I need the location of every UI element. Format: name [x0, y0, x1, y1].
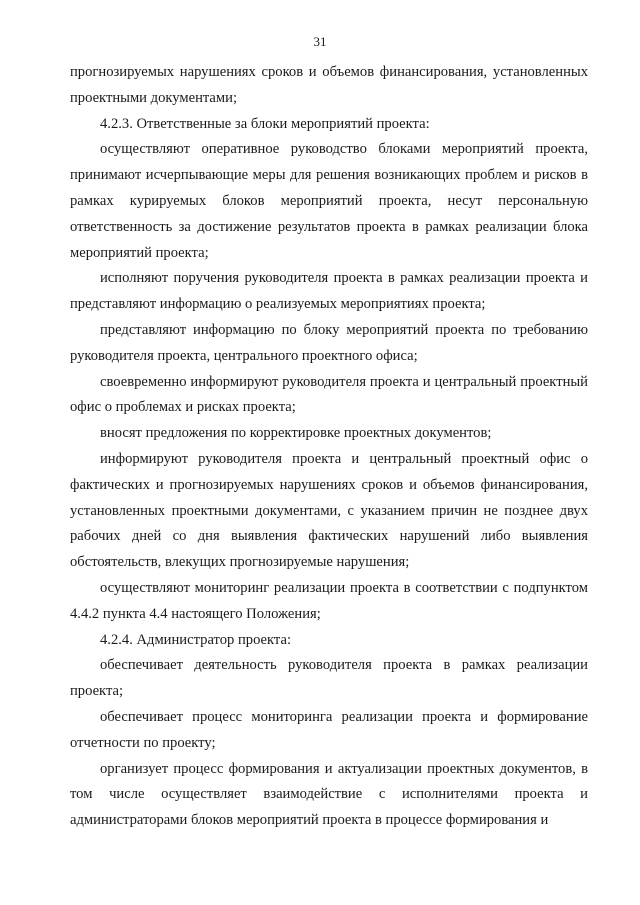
paragraph: вносят предложения по корректировке проектных документов; [100, 425, 492, 442]
document-body [70, 60, 588, 834]
paragraph: осуществляют мониторинг реализации проекта в соответствии с подпунктом 4.4.2 пункта 4.4 настоящего Положения; [70, 579, 588, 622]
paragraph: организует процесс формирования и актуализации проектных документов, в том числе осуществляет взаимодействие с исполнителями проекта и администраторами блоков мероприятий проекта в процессе формирования и [70, 760, 588, 829]
paragraph: исполняют поручения руководителя проекта в рамках реализации проекта и представляют информацию о реализуемых мероприятиях проекта; [70, 270, 588, 313]
paragraph: информируют руководителя проекта и центральный проектный офис о фактических и прогнозируемых нарушениях сроков и объемов финансирования, установленных проектными документами, с указанием причин не позднее двух рабочих дней со дня выявления фактических нарушений либо выявления обстоятельств, влекущих прогнозируемые нарушения; [70, 450, 588, 571]
paragraph: обеспечивает процесс мониторинга реализации проекта и формирование отчетности по проекту; [70, 708, 588, 751]
section-heading: 4.2.3. Ответственные за блоки мероприятий проекта: [100, 115, 430, 132]
paragraph: представляют информацию по блоку мероприятий проекта по требованию руководителя проекта, центрального проектного офиса; [70, 321, 588, 364]
paragraph: своевременно информируют руководителя проекта и центральный проектный офис о проблемах и рисках проекта; [70, 373, 588, 416]
paragraph: осуществляют оперативное руководство блоками мероприятий проекта, принимают исчерпывающие меры для решения возникающих проблем и рисков в рамках курируемых блоков мероприятий проекта, несут персональную ответственность за достижение результатов проекта в рамках реализации блока мероприятий проекта; [70, 141, 588, 261]
page-number: 31 [313, 34, 327, 49]
section-heading: 4.2.4. Администратор проекта: [100, 631, 292, 648]
paragraph: обеспечивает деятельность руководителя проекта в рамках реализации проекта; [70, 657, 588, 700]
paragraph: прогнозируемых нарушениях сроков и объемов финансирования, установленных проектными документами; [70, 64, 588, 106]
